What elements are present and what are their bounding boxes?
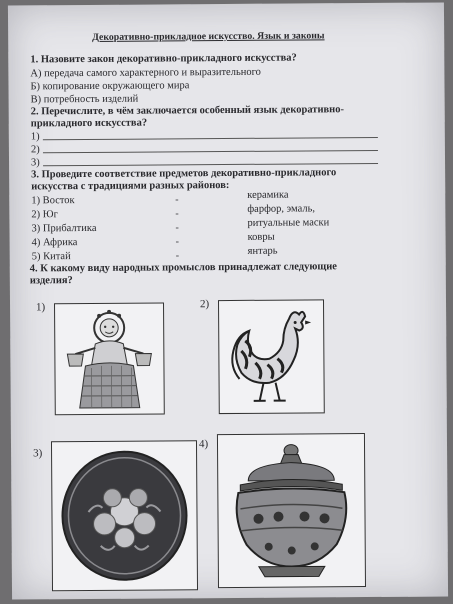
q3-item-3: ритуальные маски [247, 217, 330, 229]
q2-question-line1: 2. Перечислите, в чём заключается особенный язык декоративно- [30, 104, 345, 118]
rooster-icon [219, 300, 324, 413]
q1-option-b: Б) копирование окружающего мира [30, 80, 190, 93]
q2-answer-2-line[interactable] [43, 150, 378, 153]
worksheet-page [8, 2, 448, 599]
image-1-frame [54, 302, 165, 415]
q4-question-line1: 4. К какому виду народных промыслов принадлежат следующие [29, 261, 337, 275]
q3-region-4: 4) Африка [31, 237, 78, 249]
image-4-frame [217, 433, 366, 588]
image-3-frame [51, 440, 198, 591]
q2-answer-1-label: 1) [30, 131, 40, 143]
q3-question-line2: искусства с традициями разных районов: [31, 179, 230, 193]
q3-item-2: фарфор, эмаль, [247, 203, 316, 215]
q1-option-c: В) потребность изделий [30, 93, 139, 106]
q3-dash-4: - [175, 236, 179, 248]
image-2-frame [218, 299, 325, 414]
q3-item-5: янтарь [247, 245, 278, 257]
clay-doll-icon [55, 303, 164, 414]
q1-option-a: А) передача самого характерного и выразительного [30, 66, 261, 80]
image-1-label: 1) [35, 301, 46, 314]
q3-item-4: ковры [247, 231, 275, 243]
q3-dash-5: - [175, 250, 180, 262]
q3-region-2: 2) Юг [31, 209, 58, 221]
q3-region-5: 5) Китай [31, 251, 71, 263]
lidded-vessel-icon [218, 434, 365, 587]
q3-item-1: керамика [247, 189, 289, 201]
q1-question: 1. Назовите закон декоративно-прикладного искусства? [30, 52, 297, 66]
q2-answer-1-line[interactable] [43, 137, 378, 140]
q4-question-line2: изделия? [29, 275, 73, 287]
q2-answer-3-label: 3) [30, 157, 40, 169]
page-title: Декоративно-прикладное искусство. Язык и законы [92, 30, 325, 43]
q3-region-1: 1) Восток [31, 195, 75, 207]
q3-dash-2: - [175, 208, 179, 220]
q3-dash-1: - [175, 194, 179, 206]
q3-region-3: 3) Прибалтика [31, 222, 97, 235]
q2-question-line2: прикладного искусства? [30, 117, 148, 130]
q2-answer-3-line[interactable] [43, 163, 378, 166]
q2-answer-2-label: 2) [30, 144, 40, 156]
image-2-label: 2) [199, 298, 210, 311]
q3-question-line1: 3. Проведите соответствие предметов декоративно-прикладного [31, 167, 337, 181]
image-3-label: 3) [33, 447, 43, 460]
q3-dash-3: - [175, 222, 179, 234]
image-4-label: 4) [198, 438, 209, 451]
painted-tray-icon [52, 441, 197, 590]
